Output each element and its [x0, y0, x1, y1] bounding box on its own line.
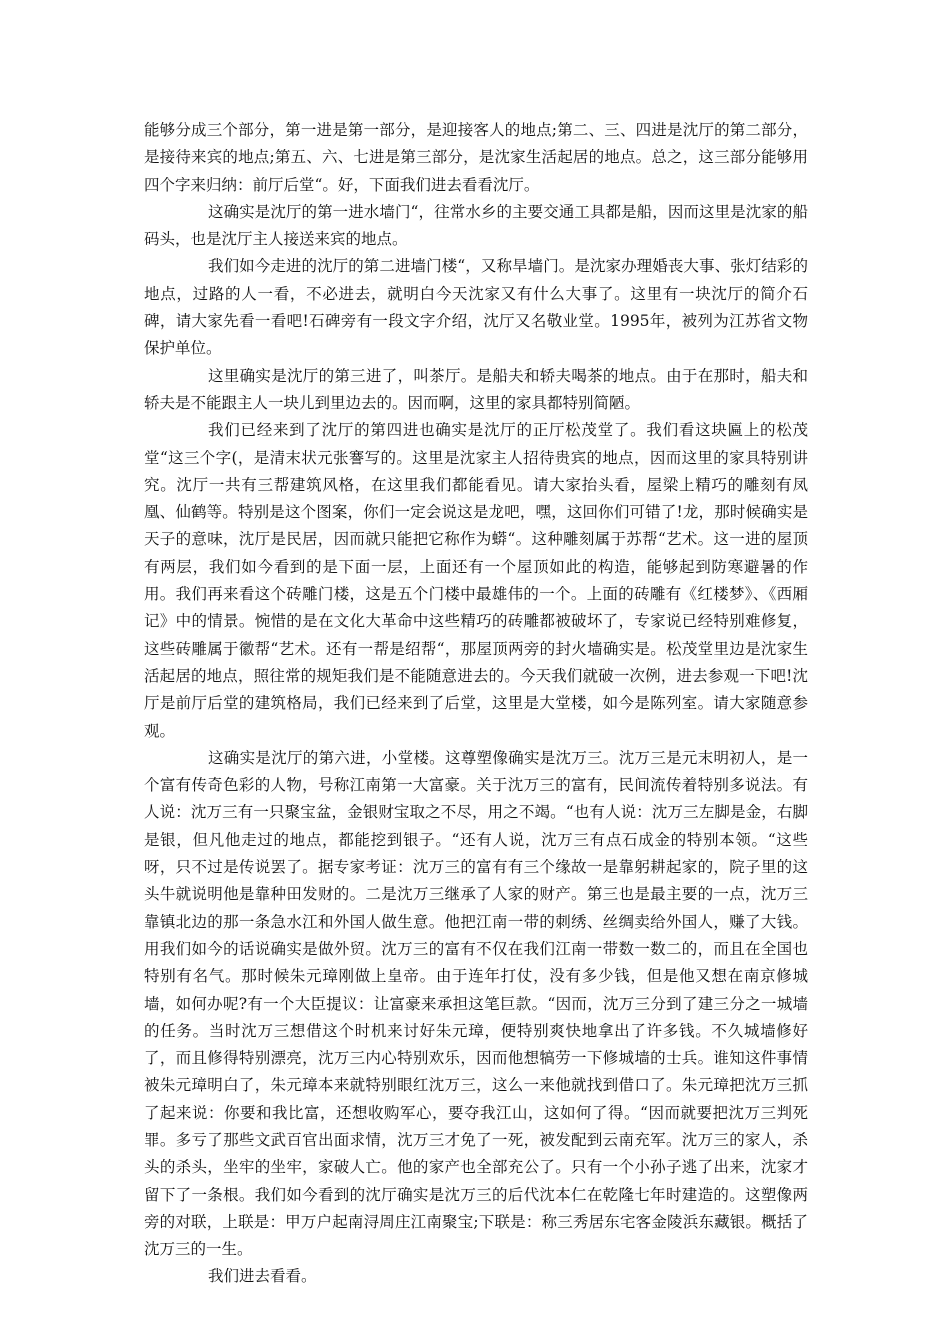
document-body	[144, 117, 808, 1291]
paragraph: 能够分成三个部分，第一进是第一部分，是迎接客人的地点;第二、三、四进是沈厅的第二部分，是接待来宾的地点;第五、六、七进是第三部分，是沈家生活起居的地点。总之，这三部分能够用四个字来归纳：前厅后堂“。好，下面我们进去看看沈厅。	[144, 121, 808, 194]
paragraph: 这里确实是沈厅的第三进了，叫茶厅。是船夫和轿夫喝茶的地点。由于在那时，船夫和轿夫是不能跟主人一块儿到里边去的。因而啊，这里的家具都特别简陋。	[144, 366, 808, 412]
paragraph: 我们已经来到了沈厅的第四进也确实是沈厅的正厅松茂堂了。我们看这块匾上的松茂堂“这三个字(，是清末状元张謇写的。这里是沈家主人招待贵宾的地点，因而这里的家具特别讲究。沈厅一共有三帮建筑风格，在这里我们都能看见。请大家抬头看，屋梁上精巧的雕刻有凤凰、仙鹤等。特别是这个图案，你们一定会说这是龙吧，嘿，这回你们可错了!龙，那时候确实是天子的意味，沈厅是民居，因而就只能把它称作为蟒“。这种雕刻属于苏帮“艺术。这一进的屋顶有两层，我们如今看到的是下面一层，上面还有一个屋顶如此的构造，能够起到防寒避暑的作用。我们再来看这个砖雕门楼，这是五个门楼中最雄伟的一个。上面的砖雕有《红楼梦》、《西厢记》中的情景。惋惜的是在文化大革命中这些精巧的砖雕都被破坏了，专家说已经特别难修复，这些砖雕属于徽帮“艺术。还有一帮是绍帮“，那屋顶两旁的封火墙确实是。松茂堂里边是沈家生活起居的地点，照往常的规矩我们是不能随意进去的。今天我们就破一次例，进去参观一下吧!沈厅是前厅后堂的建筑格局，我们已经来到了后堂，这里是大堂楼，如今是陈列室。请大家随意参观。	[144, 421, 808, 740]
paragraph: 这确实是沈厅的第六进，小堂楼。这尊塑像确实是沈万三。沈万三是元末明初人，是一个富有传奇色彩的人物，号称江南第一大富豪。关于沈万三的富有，民间流传着特别多说法。有人说：沈万三有一只聚宝盆，金银财宝取之不尽，用之不竭。“也有人说：沈万三左脚是金，右脚是银，但凡他走过的地点，都能挖到银子。“还有人说，沈万三有点石成金的特别本领。“这些呀，只不过是传说罢了。据专家考证：沈万三的富有有三个缘故一是靠躬耕起家的，院子里的这头牛就说明他是靠种田发财的。二是沈万三继承了人家的财产。第三也是最主要的一点，沈万三靠镇北边的那一条急水江和外国人做生意。他把江南一带的刺绣、丝绸卖给外国人，赚了大钱。用我们如今的话说确实是做外贸。沈万三的富有不仅在我们江南一带数一数二的，而且在全国也特别有名气。那时候朱元璋刚做上皇帝。由于连年打仗，没有多少钱，但是他又想在南京修城墙，如何办呢?有一个大臣提议：让富豪来承担这笔巨款。“因而，沈万三分到了建三分之一城墙的任务。当时沈万三想借这个时机来讨好朱元璋，便特别爽快地拿出了许多钱。不久城墙修好了，而且修得特别漂亮，沈万三内心特别欢乐，因而他想犒劳一下修城墙的士兵。谁知这件事情被朱元璋明白了，朱元璋本来就特别眼红沈万三，这么一来他就找到借口了。朱元璋把沈万三抓了起来说：你要和我比富，还想收购军心，要夺我江山，这如何了得。“因而就要把沈万三判死罪。多亏了那些文武百官出面求情，沈万三才免了一死，被发配到云南充军。沈万三的家人，杀头的杀头，坐牢的坐牢，家破人亡。他的家产也全部充公了。只有一个小孙子逃了出来，沈家才留下了一条根。我们如今看到的沈厅确实是沈万三的后代沈本仁在乾隆七年时建造的。这塑像两旁的对联，上联是：甲万户起南浔周庄江南聚宝;下联是：称三秀居东宅客金陵浜东藏银。概括了沈万三的一生。	[144, 748, 808, 1259]
paragraph: 我们进去看看。	[208, 1267, 317, 1286]
paragraph: 我们如今走进的沈厅的第二进墙门楼“，又称旱墙门。是沈家办理婚丧大事、张灯结彩的地点，过路的人一看，不必进去，就明白今天沈家又有什么大事了。这里有一块沈厅的简介石碑，请大家先看一看吧!石碑旁有一段文字介绍，沈厅又名敬业堂。1995年，被列为江苏省文物保护单位。	[144, 257, 808, 358]
paragraph: 这确实是沈厅的第一进水墙门“，往常水乡的主要交通工具都是船，因而这里是沈家的船码头，也是沈厅主人接送来宾的地点。	[144, 202, 808, 249]
